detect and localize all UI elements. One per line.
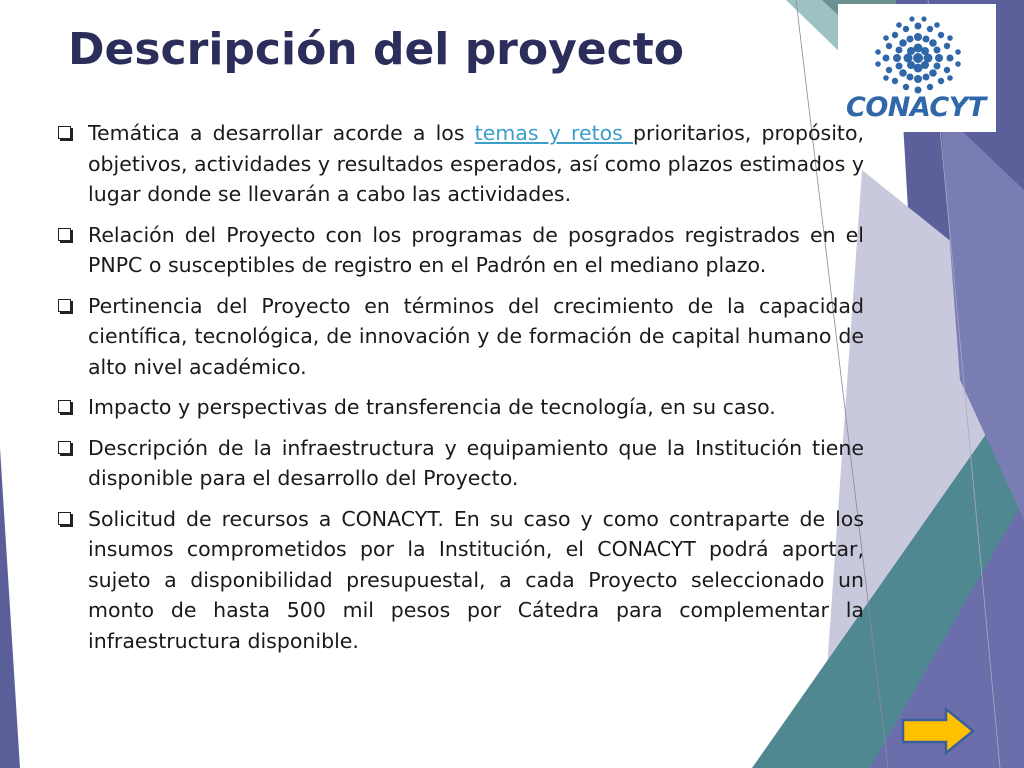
slide-title: Descripción del proyecto — [68, 24, 684, 75]
bullet-item — [58, 291, 864, 383]
left-edge-facet — [0, 448, 20, 768]
bullet-text-before-link: Temática a desarrollar acorde a los — [88, 121, 475, 145]
bullet-text: Relación del Proyecto con los programas de posgrados registrados en el PNPC o susceptibles de registro en el Padrón en el mediano plazo. — [88, 222, 864, 277]
checkbox-bullet-icon — [58, 228, 71, 241]
checkbox-bullet-icon — [58, 126, 71, 139]
bullet-item — [58, 504, 864, 657]
checkbox-bullet-icon — [58, 400, 71, 413]
conacyt-logo-text: CONACYT — [846, 92, 986, 123]
bullet-item — [58, 392, 864, 423]
bullet-text: Solicitud de recursos a CONACYT. En su caso y como contraparte de los insumos comprometidos por la Institución, el CONACYT podrá aportar, sujeto a disponibilidad presupuestal, a cada Proyecto seleccionado un monto de hasta 500 mil pesos por Cátedra para complementar la infraestructura disponible. — [88, 506, 864, 653]
bullet-text: Descripción de la infraestructura y equipamiento que la Institución tiene disponible para el desarrollo del Proyecto. — [88, 435, 864, 490]
bullet-text: Impacto y perspectivas de transferencia de tecnología, en su caso. — [88, 395, 776, 419]
bullet-item — [58, 433, 864, 494]
temas-y-retos-link[interactable]: temas y retos — [474, 121, 634, 145]
bullet-item — [58, 220, 864, 281]
checkbox-bullet-icon — [58, 299, 71, 312]
bullet-list — [58, 118, 864, 666]
bullet-item — [58, 118, 864, 210]
checkbox-bullet-icon — [58, 512, 71, 525]
bullet-text-after-link: prioritarios, propósito, objetivos, actividades y resultados esperados, así como plazos estimados y lugar donde se llevarán a cabo las actividades. — [88, 121, 865, 206]
bullet-text: Pertinencia del Proyecto en términos del crecimiento de la capacidad científica, tecnológica, de innovación y de formación de capital humano de alto nivel académico. — [88, 293, 864, 379]
next-slide-arrow-icon[interactable] — [900, 706, 976, 756]
checkbox-bullet-icon — [58, 441, 71, 454]
